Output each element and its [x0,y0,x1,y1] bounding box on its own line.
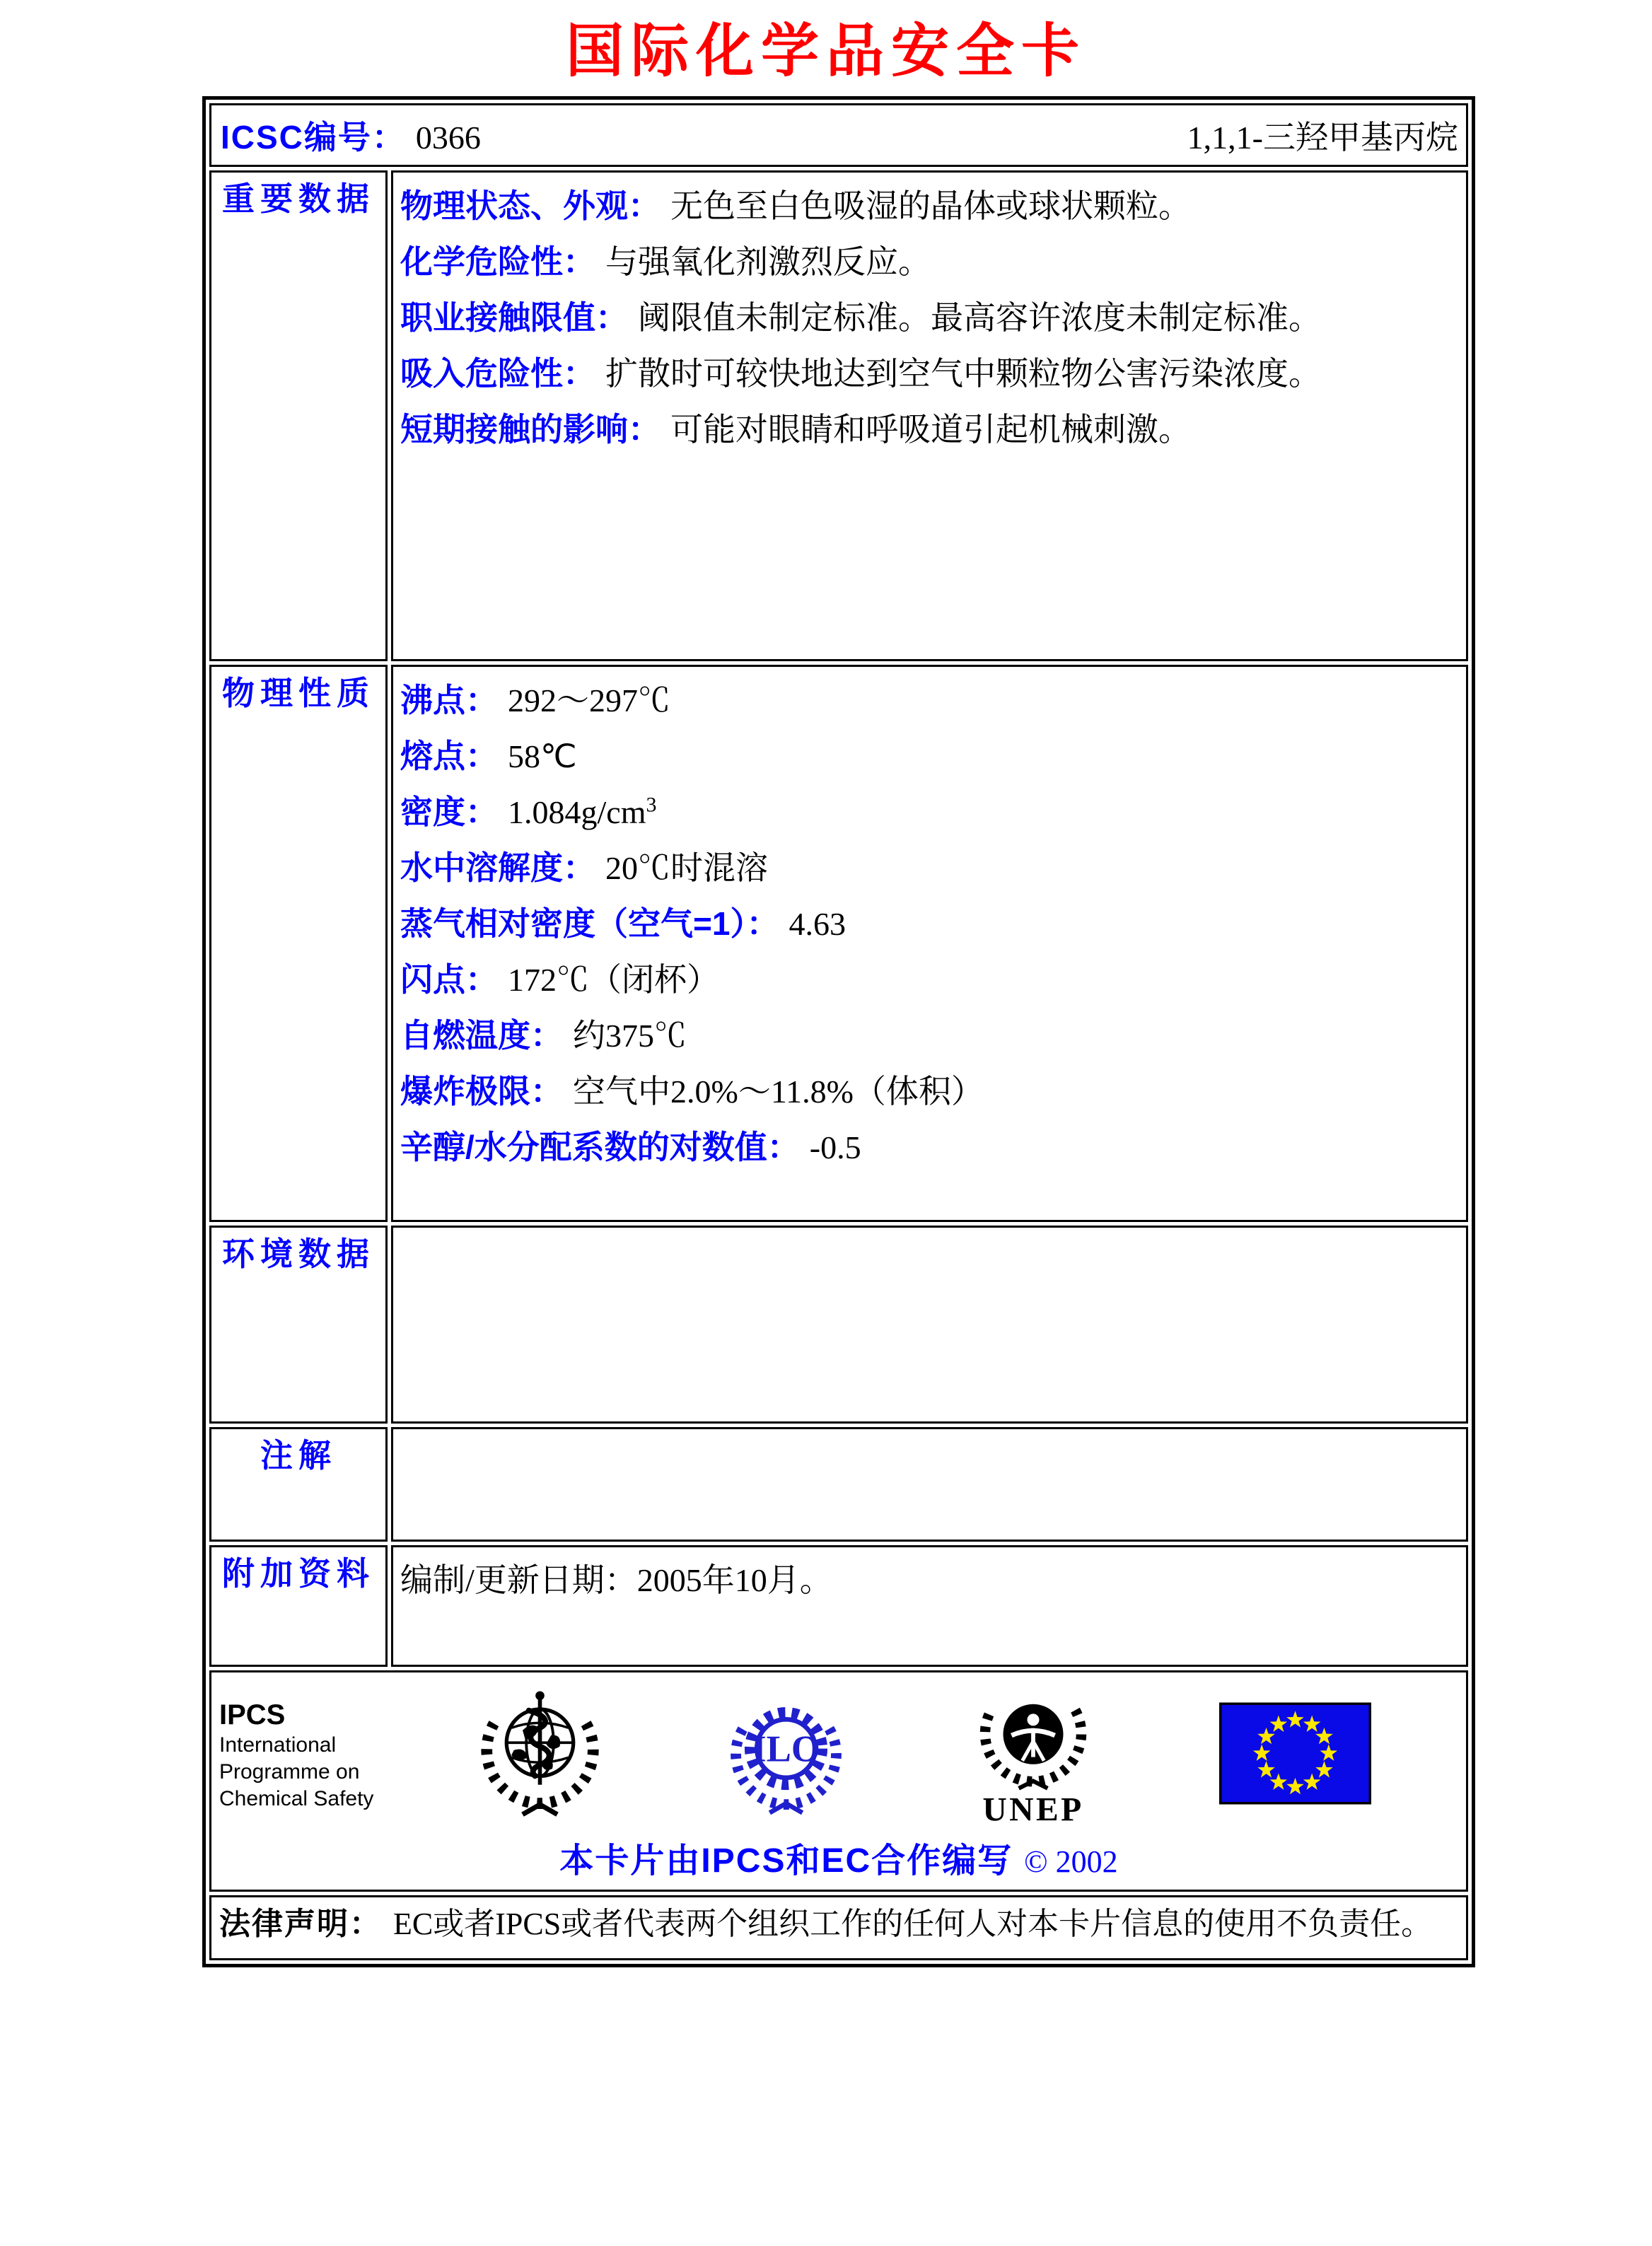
section-content-environmental-data [391,1226,1468,1424]
icsc-card-table [202,96,1475,1967]
property-line [400,673,1458,728]
section-label-physical-properties: 物理性质 [209,665,388,1222]
property-value: 扩散时可较快地达到空气中颗粒物公害污染浓度。 [605,356,1321,392]
update-date-value: 2005年10月。 [636,1562,832,1598]
property-value: 与强氧化剂激烈反应。 [605,244,931,280]
property-value: 阈限值未制定标准。最高容许浓度未制定标准。 [638,300,1321,336]
organizations-row [209,1670,1468,1892]
property-value: -0.5 [809,1129,861,1165]
section-content-important-data [391,170,1468,661]
property-key: 闪点： [400,961,498,998]
property-value: 无色至白色吸湿的晶体或球状颗粒。 [670,188,1191,224]
section-label-important-data: 重要数据 [209,170,388,661]
credit-line [212,1833,1465,1889]
property-key: 蒸气相对密度（空气=1）： [400,905,779,942]
section-content-notes [391,1427,1468,1542]
legal-text: EC或者IPCS或者代表两个组织工作的任何人对本卡片信息的使用不负责任。 [393,1907,1433,1941]
property-value: 20℃时混溶 [605,850,768,886]
property-key: 物理状态、外观： [400,187,661,224]
property-line [400,234,1458,290]
page-title: 国际化学品安全卡 [565,17,1086,85]
property-value: 可能对眼睛和呼吸道引起机械刺激。 [670,412,1191,448]
property-key: 沸点： [400,682,498,718]
unep-logo-icon [973,1677,1093,1833]
ipcs-name-line: Programme on [219,1760,360,1784]
property-line [400,952,1458,1008]
section-label-additional-info: 附加资料 [209,1545,388,1667]
ipcs-text-block [219,1698,396,1812]
section-label-notes: 注解 [209,1427,388,1542]
property-line [400,728,1458,784]
property-key: 密度： [400,793,498,830]
property-key: 化学危险性： [400,243,595,280]
property-line [400,784,1458,840]
legal-row [209,1895,1468,1960]
property-value: 约375℃ [573,1018,687,1054]
property-line [400,1064,1458,1119]
legal-label: 法律声明： [219,1907,382,1941]
property-value: 4.63 [789,906,846,942]
property-key: 自燃温度： [400,1017,563,1054]
property-line [400,346,1458,402]
property-key: 爆炸极限： [400,1073,563,1110]
property-line [400,840,1458,896]
property-value: 172℃（闭杯） [508,962,719,998]
property-line [400,1553,1458,1608]
update-date-key: 编制/更新日期： [400,1562,637,1598]
section-label-environmental-data: 环境数据 [209,1226,388,1424]
property-key: 水中溶解度： [400,849,595,886]
icsc-number [221,112,481,158]
density-exponent: 3 [646,793,657,817]
ipcs-name-line: Chemical Safety [219,1787,374,1810]
icsc-number-label: ICSC编号： [221,119,406,156]
svg-text:ILO: ILO [752,1728,820,1770]
unep-caption: UNEP [982,1791,1084,1829]
property-line [400,290,1458,346]
property-value: 58℃ [508,738,577,774]
property-value: 空气中2.0%～11.8%（体积） [573,1073,984,1110]
property-line [400,896,1458,952]
credit-text: 本卡片由IPCS和EC合作编写 [559,1842,1013,1880]
property-line [400,178,1458,234]
icsc-number-value: 0366 [415,120,481,156]
chemical-name: 1,1,1-三羟甲基丙烷 [1187,120,1458,156]
property-key: 职业接触限值： [400,299,628,336]
ilo-logo-icon [728,1687,844,1825]
ipcs-name-line: International [219,1733,337,1757]
section-content-additional-info [391,1545,1468,1667]
credit-year: © 2002 [1024,1844,1118,1879]
property-key: 吸入危险性： [400,355,595,392]
property-value [508,794,656,830]
property-key: 短期接触的影响： [400,411,661,448]
section-content-physical-properties [391,665,1468,1222]
who-logo-icon [478,1683,602,1828]
property-key: 辛醇/水分配系数的对数值： [400,1129,800,1165]
property-line [400,402,1458,458]
card-header-row [209,103,1468,167]
ipcs-acronym: IPCS [219,1699,286,1730]
property-line [400,1119,1458,1175]
eu-flag-icon [1219,1702,1371,1808]
property-line [400,1008,1458,1064]
property-value: 292～297℃ [508,682,670,718]
density-value: 1.084g/cm [508,794,646,830]
property-key: 熔点： [400,738,498,774]
